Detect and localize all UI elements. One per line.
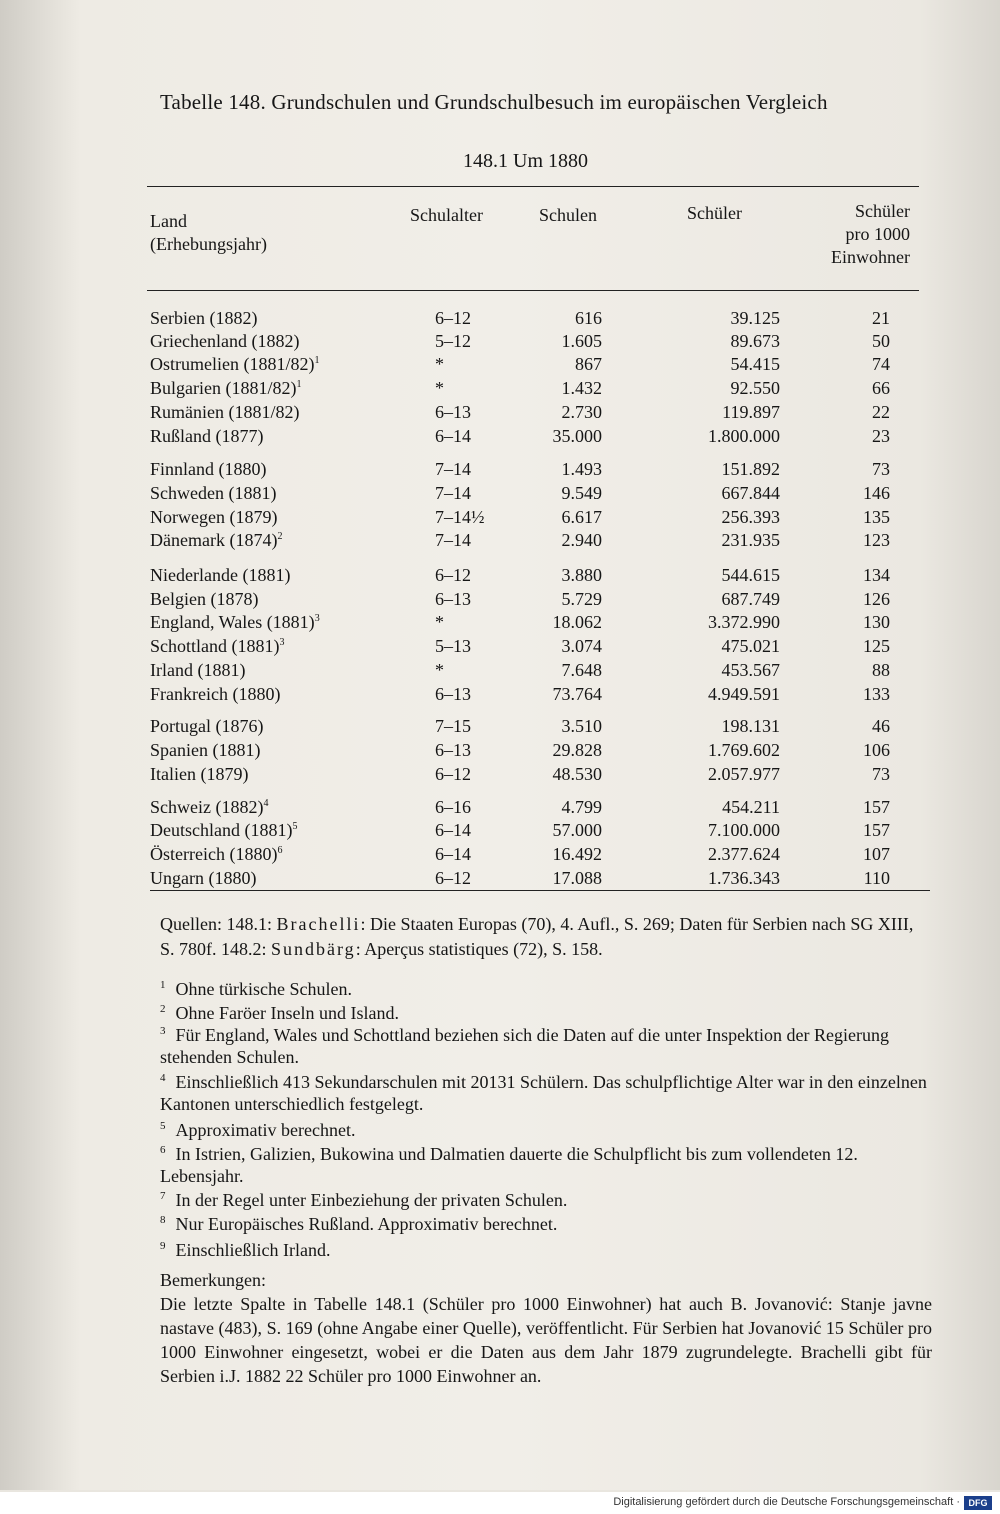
pupils-per-1000-cell: 50 bbox=[872, 331, 890, 351]
school-age-cell: 6–12 bbox=[435, 764, 471, 784]
pupils-cell: 256.393 bbox=[721, 507, 780, 527]
pupils-per-1000-cell: 146 bbox=[863, 483, 890, 503]
school-age-cell: 7–14 bbox=[435, 530, 471, 550]
school-age-cell: 6–13 bbox=[435, 740, 471, 760]
country-cell: Niederlande (1881) bbox=[150, 565, 291, 585]
pupils-cell: 89.673 bbox=[730, 331, 780, 351]
schools-cell: 57.000 bbox=[552, 820, 602, 840]
footnote: $^7$ In der Regel unter Einbeziehung der privaten Schulen. bbox=[160, 1190, 568, 1210]
country-cell: Serbien (1882) bbox=[150, 308, 258, 328]
schools-cell: 3.074 bbox=[561, 636, 602, 656]
pupils-cell: 454.211 bbox=[722, 797, 780, 817]
schools-cell: 29.828 bbox=[552, 740, 602, 760]
schools-cell: 9.549 bbox=[561, 483, 602, 503]
school-age-cell: 6–16 bbox=[435, 797, 471, 817]
schools-cell: 3.510 bbox=[561, 716, 602, 736]
pupils-cell: 92.550 bbox=[730, 378, 780, 398]
schools-cell: 3.880 bbox=[561, 565, 602, 585]
pupils-cell: 1.769.602 bbox=[708, 740, 780, 760]
table-row bbox=[0, 589, 1000, 613]
table-title: Tabelle 148. Grundschulen und Grundschulbesuch im europäischen Vergleich bbox=[160, 90, 828, 114]
table-row bbox=[0, 740, 1000, 764]
footer-credit: Digitalisierung gefördert durch die Deutsche Forschungsgemeinschaft · bbox=[613, 1496, 960, 1508]
table-row bbox=[0, 660, 1000, 684]
school-age-cell: 6–14 bbox=[435, 426, 471, 446]
school-age-cell: * bbox=[435, 378, 444, 398]
pupils-cell: 667.844 bbox=[721, 483, 780, 503]
school-age-cell: * bbox=[435, 660, 444, 680]
schools-cell: 35.000 bbox=[552, 426, 602, 446]
country-cell: Finnland (1880) bbox=[150, 459, 267, 479]
pupils-cell: 151.892 bbox=[721, 459, 780, 479]
table-row bbox=[0, 820, 1000, 844]
country-cell: Dänemark $(1874)^2$ bbox=[150, 530, 283, 550]
pupils-per-1000-cell: 135 bbox=[863, 507, 890, 527]
footnote: $^2$ Ohne Faröer Inseln und Island. bbox=[160, 1003, 399, 1023]
pupils-cell: 3.372.990 bbox=[708, 612, 780, 632]
table-row bbox=[0, 764, 1000, 788]
table-row bbox=[0, 844, 1000, 868]
pupils-cell: 198.131 bbox=[721, 716, 780, 736]
footnote-marker: 5 bbox=[292, 821, 298, 832]
country-cell: Griechenland (1882) bbox=[150, 331, 300, 351]
table-row bbox=[0, 636, 1000, 660]
school-age-cell: 7–14 bbox=[435, 459, 471, 479]
pupils-cell: 687.749 bbox=[721, 589, 780, 609]
footnote: $^6$ In Istrien, Galizien, Bukowina und Dalmatien dauerte die Schulpflicht bis zum vollendeten 12. Lebensjahr. bbox=[160, 1144, 858, 1186]
schools-cell: 48.530 bbox=[552, 764, 602, 784]
digitization-footer bbox=[0, 1492, 1000, 1514]
country-cell: Rußland (1877) bbox=[150, 426, 264, 446]
country-cell: Norwegen (1879) bbox=[150, 507, 278, 527]
country-cell: Schweiz $(1882)^4$ bbox=[150, 797, 269, 817]
pupils-per-1000-cell: 130 bbox=[863, 612, 890, 632]
school-age-cell: 6–13 bbox=[435, 589, 471, 609]
country-cell: Ostrumelien $(1881/82)^1$ bbox=[150, 354, 320, 374]
pupils-cell: 1.800.000 bbox=[708, 426, 780, 446]
country-cell: Irland (1881) bbox=[150, 660, 246, 680]
schools-cell: 18.062 bbox=[552, 612, 602, 632]
pupils-per-1000-cell: 157 bbox=[863, 820, 890, 840]
table-row bbox=[0, 565, 1000, 589]
school-age-cell: * bbox=[435, 354, 444, 374]
country-cell: Frankreich (1880) bbox=[150, 684, 281, 704]
header-land: Land (Erhebungsjahr) bbox=[150, 211, 267, 254]
table-row bbox=[0, 530, 1000, 554]
footnote: $^1$ Ohne türkische Schulen. bbox=[160, 979, 352, 999]
footnote: $^5$ Approximativ berechnet. bbox=[160, 1120, 356, 1140]
dfg-logo-icon: DFG bbox=[964, 1496, 992, 1510]
table-row bbox=[0, 797, 1000, 821]
pupils-per-1000-cell: 88 bbox=[872, 660, 890, 680]
footnote: $^3$ Für England, Wales und Schottland beziehen sich die Daten auf die unter Inspektion der Regierung stehenden Schulen. bbox=[160, 1025, 890, 1067]
header-schulen: Schulen bbox=[539, 205, 597, 225]
school-age-cell: * bbox=[435, 612, 444, 632]
pupils-cell: 4.949.591 bbox=[708, 684, 780, 704]
schools-cell: 1.605 bbox=[561, 331, 602, 351]
footnote-marker: 1 bbox=[314, 355, 320, 366]
pupils-cell: 1.736.343 bbox=[708, 868, 780, 888]
table-row bbox=[0, 612, 1000, 636]
schools-cell: 17.088 bbox=[552, 868, 602, 888]
table-row bbox=[0, 684, 1000, 708]
pupils-per-1000-cell: 22 bbox=[872, 402, 890, 422]
school-age-cell: 6–14 bbox=[435, 844, 471, 864]
country-cell: Portugal (1876) bbox=[150, 716, 264, 736]
school-age-cell: 6–13 bbox=[435, 684, 471, 704]
table-row bbox=[0, 716, 1000, 740]
table-row bbox=[0, 308, 1000, 332]
table-row bbox=[0, 331, 1000, 355]
pupils-per-1000-cell: 134 bbox=[863, 565, 890, 585]
country-cell: Schottland $(1881)^3$ bbox=[150, 636, 285, 656]
header-schueler: Schüler bbox=[687, 203, 742, 223]
footnote: $^4$ Einschließlich 413 Sekundarschulen mit 20131 Schülern. Das schulpflichtige Alter war in den einzelnen Kantonen unterschiedlich festgelegt. bbox=[160, 1072, 927, 1114]
pupils-per-1000-cell: 106 bbox=[863, 740, 890, 760]
country-cell: Bulgarien $(1881/82)^1$ bbox=[150, 378, 302, 398]
pupils-cell: 453.567 bbox=[721, 660, 780, 680]
school-age-cell: 6–14 bbox=[435, 820, 471, 840]
country-cell: Ungarn (1880) bbox=[150, 868, 257, 888]
schools-cell: 5.729 bbox=[561, 589, 602, 609]
footnote-marker: 3 bbox=[314, 613, 320, 624]
pupils-per-1000-cell: 123 bbox=[863, 530, 890, 550]
pupils-cell: 2.057.977 bbox=[708, 764, 780, 784]
pupils-cell: 119.897 bbox=[722, 402, 780, 422]
pupils-cell: 39.125 bbox=[730, 308, 780, 328]
schools-cell: 1.493 bbox=[561, 459, 602, 479]
pupils-cell: 7.100.000 bbox=[708, 820, 780, 840]
country-cell: Spanien (1881) bbox=[150, 740, 261, 760]
footnote-marker: 4 bbox=[263, 798, 269, 809]
school-age-cell: 7–14½ bbox=[435, 507, 485, 527]
bottom-rule bbox=[150, 890, 930, 891]
table-subtitle: 148.1 Um 1880 bbox=[463, 150, 588, 172]
table-row bbox=[0, 483, 1000, 507]
school-age-cell: 5–13 bbox=[435, 636, 471, 656]
country-cell: Belgien (1878) bbox=[150, 589, 259, 609]
table-row bbox=[0, 402, 1000, 426]
pupils-per-1000-cell: 133 bbox=[863, 684, 890, 704]
sources-note: Quellen: 148.1: Brachelli: Die Staaten Europas (70), 4. Aufl., S. 269; Daten für Serbien nach SG XIII, S. 780f. 148.2: Sundbärg: Aperçus statistiques (72), S. 158. bbox=[160, 914, 914, 959]
pupils-per-1000-cell: 126 bbox=[863, 589, 890, 609]
pupils-per-1000-cell: 110 bbox=[863, 868, 890, 888]
country-cell: Deutschland $(1881)^5$ bbox=[150, 820, 298, 840]
schools-cell: 16.492 bbox=[552, 844, 602, 864]
header-schulalter: Schulalter bbox=[410, 205, 483, 225]
pupils-cell: 2.377.624 bbox=[708, 844, 780, 864]
pupils-cell: 475.021 bbox=[721, 636, 780, 656]
schools-cell: 616 bbox=[575, 308, 602, 328]
table-row bbox=[0, 378, 1000, 402]
school-age-cell: 7–14 bbox=[435, 483, 471, 503]
school-age-cell: 6–12 bbox=[435, 308, 471, 328]
schools-cell: 7.648 bbox=[561, 660, 602, 680]
pupils-per-1000-cell: 73 bbox=[872, 459, 890, 479]
schools-cell: 4.799 bbox=[561, 797, 602, 817]
country-cell: Italien (1879) bbox=[150, 764, 249, 784]
country-cell: England, Wales $(1881)^3$ bbox=[150, 612, 320, 632]
schools-cell: 2.730 bbox=[561, 402, 602, 422]
pupils-cell: 231.935 bbox=[721, 530, 780, 550]
pupils-per-1000-cell: 46 bbox=[872, 716, 890, 736]
table-row bbox=[0, 426, 1000, 450]
pupils-cell: 544.615 bbox=[721, 565, 780, 585]
remarks-heading: Bemerkungen: bbox=[160, 1270, 266, 1290]
schools-cell: 6.617 bbox=[561, 507, 602, 527]
schools-cell: 867 bbox=[575, 354, 602, 374]
school-age-cell: 6–12 bbox=[435, 565, 471, 585]
schools-cell: 2.940 bbox=[561, 530, 602, 550]
header-rule bbox=[147, 290, 919, 291]
footnote: $^8$ Nur Europäisches Rußland. Approximativ berechnet. bbox=[160, 1214, 558, 1234]
country-cell: Österreich $(1880)^6$ bbox=[150, 844, 283, 864]
pupils-cell: 54.415 bbox=[730, 354, 780, 374]
pupils-per-1000-cell: 73 bbox=[872, 764, 890, 784]
footnote-marker: 1 bbox=[296, 379, 302, 390]
footnote-marker: 2 bbox=[277, 531, 283, 542]
remarks-text: Die letzte Spalte in Tabelle 148.1 (Schüler pro 1000 Einwohner) hat auch B. Jovanović: Stanje javne nastave (483), S. 169 (ohne Angabe einer Quelle), veröffentlicht. Für Serbien hat Jovanović 15 Schüler pro 1000 Einwohner eingesetzt, wobei er die Daten aus dem Jahr 1879 zugrundelegte. Brachelli gibt für Serbien i.J. 1882 22 Schüler pro 1000 Einwohner an. bbox=[160, 1294, 932, 1386]
pupils-per-1000-cell: 66 bbox=[872, 378, 890, 398]
pupils-per-1000-cell: 125 bbox=[863, 636, 890, 656]
footnote-marker: 3 bbox=[279, 637, 285, 648]
schools-cell: 73.764 bbox=[552, 684, 602, 704]
school-age-cell: 6–13 bbox=[435, 402, 471, 422]
pupils-per-1000-cell: 23 bbox=[872, 426, 890, 446]
pupils-per-1000-cell: 107 bbox=[863, 844, 890, 864]
table-row bbox=[0, 868, 1000, 892]
country-cell: Schweden (1881) bbox=[150, 483, 277, 503]
pupils-per-1000-cell: 74 bbox=[872, 354, 890, 374]
top-rule bbox=[147, 186, 919, 187]
footnote-marker: 6 bbox=[277, 845, 283, 856]
footnote: $^9$ Einschließlich Irland. bbox=[160, 1240, 331, 1260]
table-row bbox=[0, 459, 1000, 483]
table-row bbox=[0, 354, 1000, 378]
schools-cell: 1.432 bbox=[561, 378, 602, 398]
school-age-cell: 5–12 bbox=[435, 331, 471, 351]
school-age-cell: 7–15 bbox=[435, 716, 471, 736]
pupils-per-1000-cell: 157 bbox=[863, 797, 890, 817]
table-row bbox=[0, 507, 1000, 531]
header-pro-1000: Schüler pro 1000 Einwohner bbox=[831, 201, 910, 267]
school-age-cell: 6–12 bbox=[435, 868, 471, 888]
country-cell: Rumänien (1881/82) bbox=[150, 402, 300, 422]
pupils-per-1000-cell: 21 bbox=[872, 308, 890, 328]
